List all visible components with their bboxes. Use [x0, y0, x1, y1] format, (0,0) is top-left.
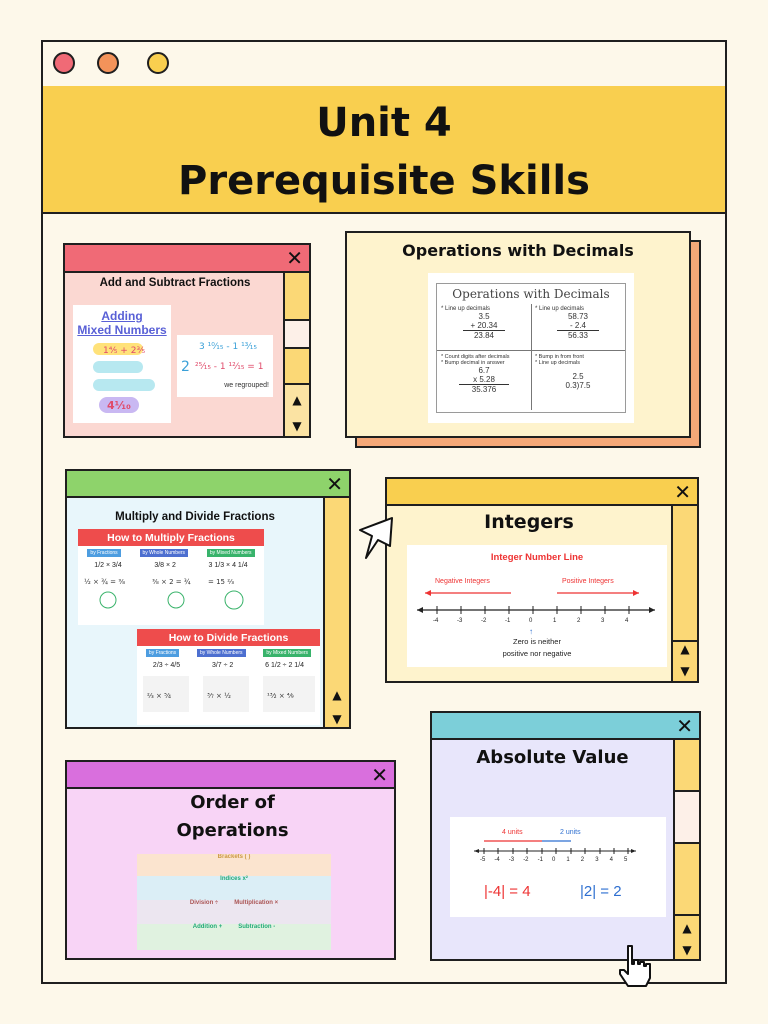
regroup-example-image: 3 ¹⁰⁄₁₅ - 1 ¹³⁄₁₅ 2 ²⁵⁄₁₅ - 1 ¹²⁄₁₅ = 1 we regrouped!: [177, 335, 273, 397]
orange-dot-icon[interactable]: [97, 52, 119, 74]
absolute-value-image: 4 units 2 units -5 -4 -3 -2 -1 0 1 2 3 4 5 |-4| = 4 |2| = 2: [450, 817, 666, 917]
window-title-line2: Operations: [176, 820, 289, 841]
scroll-up-icon[interactable]: ▲: [682, 921, 692, 935]
window-multiply-divide[interactable]: [65, 469, 351, 729]
window-title: Integers: [484, 511, 574, 533]
tick-label: -1: [505, 618, 511, 624]
title-banner: [43, 86, 725, 214]
yellow-dot-icon[interactable]: [147, 52, 169, 74]
close-icon[interactable]: ✕: [674, 480, 691, 504]
window-integers[interactable]: [385, 477, 699, 683]
tick-label: 0: [529, 618, 533, 624]
divide-fractions-image: How to Divide Fractions by Fractions by Whole Numbers by Mixed Numbers 2/3 ÷ 4/5 3/7 ÷ 2 6 1/2 ÷ 2 1/4 ⅔ × ⁵⁄₄ ³⁄₇ × ½ ¹³⁄₂ × ⁴⁄₉: [137, 629, 320, 725]
scroll-up-icon[interactable]: ▲: [680, 642, 690, 656]
hand-cursor-icon: [616, 944, 652, 990]
scrollbar[interactable]: [283, 273, 309, 436]
svg-text:= 15 ⅔: = 15 ⅔: [208, 578, 235, 586]
window-fractions[interactable]: [63, 243, 311, 438]
window-title: Operations with Decimals: [402, 241, 634, 260]
window-order-of-operations[interactable]: [65, 760, 396, 960]
tick-label: 1: [553, 618, 557, 624]
scrollbar[interactable]: [323, 498, 349, 727]
up-arrow-icon: ↑: [529, 627, 533, 636]
svg-text:²⁵⁄₁₅ - 1 ¹²⁄₁₅ = 1: ²⁵⁄₁₅ - 1 ¹²⁄₁₅ = 1: [195, 362, 264, 372]
svg-text:4⅒: 4⅒: [107, 399, 131, 412]
tick-label: 3: [601, 618, 605, 624]
tick-label: -4: [494, 857, 500, 863]
tick-label: 1: [566, 857, 570, 863]
page-subtitle: Prerequisite Skills: [178, 158, 590, 204]
tick-label: -3: [508, 857, 515, 863]
red-dot-icon[interactable]: [53, 52, 75, 74]
window-topbar: [43, 42, 725, 88]
scrollbar[interactable]: [671, 506, 697, 681]
tick-label: -4: [433, 618, 439, 624]
tick-label: 2: [577, 618, 581, 624]
window-title: Absolute Value: [476, 747, 629, 768]
svg-text:³⁄₇ × ½: ³⁄₇ × ½: [207, 692, 231, 700]
tick-label: -2: [523, 857, 529, 863]
tick-label: 4: [609, 857, 613, 863]
close-icon[interactable]: ✕: [676, 714, 693, 738]
arrow-cursor-icon: [356, 516, 396, 562]
titlebar: [65, 245, 309, 273]
window-decimals[interactable]: [345, 231, 691, 438]
scroll-up-icon[interactable]: ▲: [332, 688, 342, 702]
scrollbar[interactable]: [673, 740, 699, 959]
tick-label: -1: [537, 857, 543, 863]
window-title: Add and Subtract Fractions: [99, 277, 251, 289]
decimals-worksheet-image: Operations with Decimals * Line up decimals 3.5 + 20.34 23.84 * Line up decimals 58.73 - 2.4 56.33 * Count digits after decimals * Bump decimal in answer 6.7 x 5.28 35.376 * Bump in from front * Line up decimals 2.5 0.3)7.5: [428, 273, 634, 423]
close-icon[interactable]: ✕: [371, 763, 388, 787]
tick-label: -5: [480, 857, 486, 863]
scroll-down-icon[interactable]: ▼: [682, 943, 692, 957]
page-title: Unit 4: [316, 100, 452, 146]
svg-text:⅜ × 2 = ¾: ⅜ × 2 = ¾: [152, 578, 191, 586]
titlebar: [67, 471, 349, 498]
window-title: Multiply and Divide Fractions: [115, 511, 275, 523]
tick-label: 2: [580, 857, 585, 863]
scroll-down-icon[interactable]: ▼: [292, 419, 302, 433]
tick-label: -2: [481, 618, 487, 624]
tick-label: 0: [552, 857, 556, 863]
tick-label: -3: [457, 618, 463, 624]
svg-text:3 ¹⁰⁄₁₅ - 1 ¹³⁄₁₅: 3 ¹⁰⁄₁₅ - 1 ¹³⁄₁₅: [199, 342, 258, 352]
integer-number-line-image: Integer Number Line Negative Integers Positive Integers -4 -3 -2 -1 0 1 2 3 4 ↑ Zero is neither positive nor negative: [407, 545, 667, 667]
window-absolute-value[interactable]: [430, 711, 701, 961]
tick-label: 5: [624, 857, 628, 863]
svg-text:1⅘ + 2⅗: 1⅘ + 2⅗: [103, 346, 146, 356]
close-icon[interactable]: ✕: [286, 246, 303, 270]
adding-mixed-numbers-image: Adding Mixed Numbers 1⅘ + 2⅗ 4⅒: [73, 305, 171, 423]
pemdas-pyramid-image: Brackets ( ) Indices x² Division ÷ Multiplication × Addition + Subtraction -: [137, 854, 331, 950]
multiply-fractions-image: How to Multiply Fractions by Fractions by Whole Numbers by Mixed Numbers 1/2 × 3/4 3/8 × 2 3 1/3 × 4 1/4 ½ × ¾ = ⅜ ⅜ × 2 = ¾ = 15 ⅔: [78, 529, 264, 625]
scroll-down-icon[interactable]: ▼: [680, 664, 690, 678]
close-icon[interactable]: ✕: [326, 472, 343, 496]
titlebar: [67, 762, 394, 789]
titlebar: [387, 479, 697, 506]
tick-label: 3: [595, 857, 599, 863]
svg-text:½ × ¾ = ⅜: ½ × ¾ = ⅜: [84, 578, 125, 586]
titlebar: [432, 713, 699, 740]
scroll-up-icon[interactable]: ▲: [292, 393, 302, 407]
svg-text:2: 2: [181, 359, 190, 375]
window-title-line1: Order of: [190, 792, 275, 813]
svg-text:⅔ × ⁵⁄₄: ⅔ × ⁵⁄₄: [147, 692, 171, 700]
tick-label: 4: [625, 618, 629, 624]
scroll-down-icon[interactable]: ▼: [332, 712, 342, 726]
svg-text:¹³⁄₂ × ⁴⁄₉: ¹³⁄₂ × ⁴⁄₉: [267, 692, 294, 700]
